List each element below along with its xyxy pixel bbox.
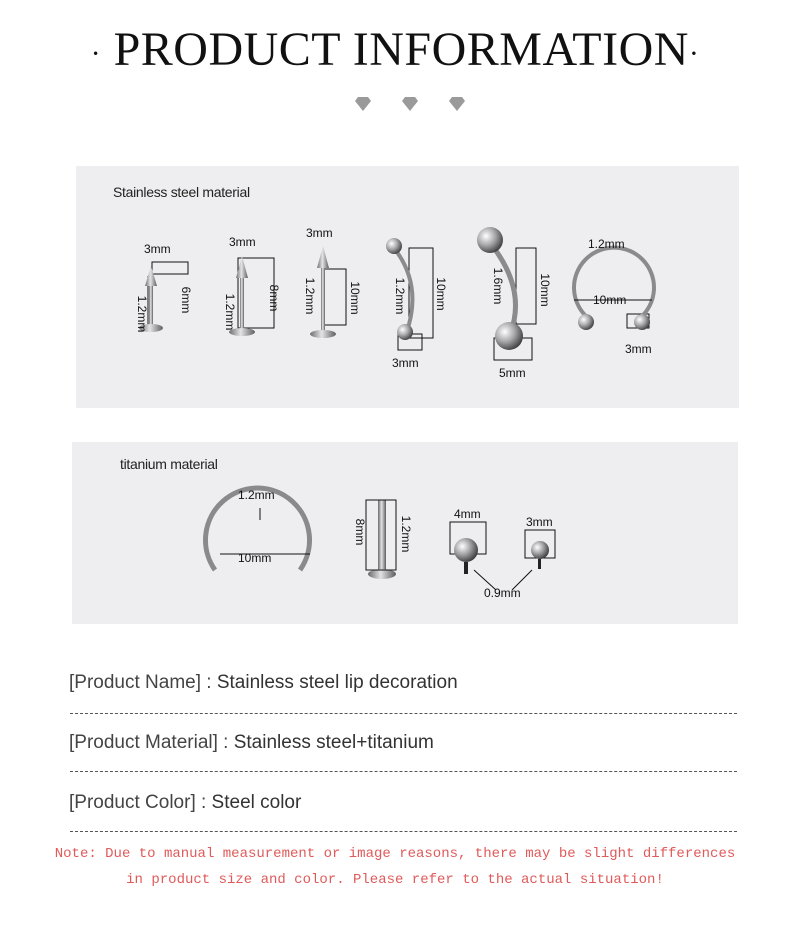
product-name-value: Stainless steel lip decoration bbox=[211, 672, 458, 693]
diamond-icon bbox=[355, 97, 371, 111]
divider bbox=[70, 713, 737, 714]
dim-c-bar: 1.2mm bbox=[303, 277, 317, 315]
dim-e-len: 10mm bbox=[538, 273, 552, 307]
dim-post-bar: 1.2mm bbox=[399, 515, 413, 553]
dim-a-top: 3mm bbox=[144, 242, 171, 256]
dim-thread: 0.9mm bbox=[484, 586, 521, 600]
dim-d-len: 10mm bbox=[434, 277, 448, 311]
product-material-value: Stainless steel+titanium bbox=[228, 732, 434, 753]
divider bbox=[70, 831, 737, 832]
page-title bbox=[0, 22, 790, 77]
dim-f-bar: 1.2mm bbox=[588, 237, 625, 251]
dim-a-bar: 1.2mm bbox=[135, 295, 149, 333]
dim-ring-dia: 10mm bbox=[238, 551, 272, 565]
dim-a-len: 6mm bbox=[179, 286, 193, 314]
dim-c-len: 10mm bbox=[348, 281, 362, 315]
titanium-balls bbox=[450, 522, 555, 590]
steel-jewelry-illustration bbox=[76, 166, 739, 408]
title-text: PRODUCT INFORMATION bbox=[113, 23, 689, 76]
diamond-icon bbox=[402, 97, 418, 111]
dim-b-top: 3mm bbox=[229, 235, 256, 249]
dim-b-bar: 1.2mm bbox=[223, 293, 237, 331]
title-dot-left: · bbox=[90, 36, 102, 70]
steel-product-panel bbox=[76, 166, 739, 408]
note-line-1: Note: Due to manual measurement or image reasons, there may be slight differences bbox=[54, 846, 736, 862]
titanium-labret-post bbox=[366, 500, 396, 579]
dim-ball2: 3mm bbox=[526, 515, 553, 529]
title-dot-right: · bbox=[688, 36, 700, 70]
dim-c-top: 3mm bbox=[306, 226, 333, 240]
product-name-key: [Product Name] : bbox=[69, 672, 212, 693]
product-color-value: Steel color bbox=[206, 792, 302, 813]
product-material-key: [Product Material] : bbox=[69, 732, 229, 753]
dim-d-ball: 3mm bbox=[392, 356, 419, 370]
dim-ring-bar: 1.2mm bbox=[238, 488, 275, 502]
note-line-2: in product size and color. Please refer to the actual situation! bbox=[126, 872, 664, 888]
product-material-row bbox=[69, 732, 434, 754]
diamond-divider bbox=[355, 97, 465, 117]
divider bbox=[70, 771, 737, 772]
dim-f-ball: 3mm bbox=[625, 342, 652, 356]
steel-panel-label: Stainless steel material bbox=[113, 184, 250, 200]
dim-e-ball: 5mm bbox=[499, 366, 526, 380]
titanium-jewelry-illustration bbox=[72, 442, 738, 624]
product-color-row bbox=[69, 792, 301, 814]
dim-e-bar: 1.6mm bbox=[491, 267, 505, 305]
diamond-icon bbox=[449, 97, 465, 111]
dim-ball1: 4mm bbox=[454, 507, 481, 521]
titanium-product-panel bbox=[72, 442, 738, 624]
dim-b-len: 8mm bbox=[267, 284, 281, 312]
product-name-row bbox=[69, 672, 458, 694]
dim-d-bar: 1.2mm bbox=[393, 277, 407, 315]
dim-post-len: 8mm bbox=[353, 518, 367, 546]
titanium-panel-label: titanium material bbox=[120, 456, 218, 472]
product-color-key: [Product Color] : bbox=[69, 792, 207, 813]
dim-f-dia: 10mm bbox=[593, 293, 627, 307]
horseshoe-ring bbox=[574, 248, 654, 330]
